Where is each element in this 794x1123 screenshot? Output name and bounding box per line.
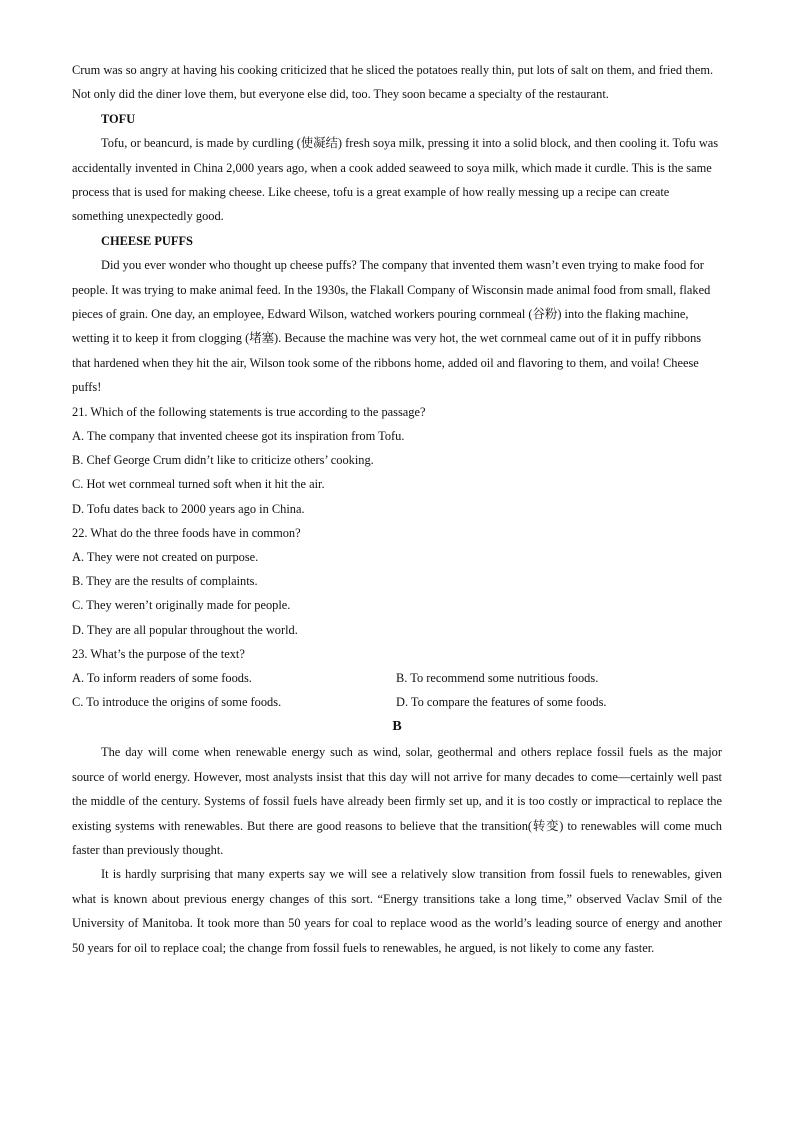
- question-21-option-c: C. Hot wet cornmeal turned soft when it hit the air.: [72, 477, 325, 492]
- question-22-option-b: B. They are the results of complaints.: [72, 574, 258, 589]
- question-23-options-row-1: [72, 666, 722, 690]
- question-21-option-a: A. The company that invented cheese got its inspiration from Tofu.: [72, 428, 405, 443]
- question-21-option-b: B. Chef George Crum didn’t like to criticize others’ cooking.: [72, 453, 374, 468]
- question-23-option-a: A. To inform readers of some foods.: [72, 670, 252, 685]
- cheese-puffs-heading: CHEESE PUFFS: [101, 233, 193, 248]
- question-23-option-d: D. To compare the features of some foods.: [396, 695, 607, 710]
- question-22-option-a: A. They were not created on purpose.: [72, 549, 259, 564]
- question-23-option-c: C. To introduce the origins of some foods.: [72, 695, 282, 710]
- crum-paragraph: Crum was so angry at having his cooking criticized that he sliced the potatoes really thin, put lots of salt on them, and fried them. Not only did the diner love them, but everyone else did, too. They soon became a specialty of the restaurant.: [72, 63, 714, 102]
- cheese-puffs-paragraph: Did you ever wonder who thought up cheese puffs? The company that invented them wasn’t even trying to make food for people. It was trying to make animal feed. In the 1930s, the Flakall Company of Wisconsin made animal food from small, flaked pieces of grain. One day, an employee, Edward Wilson, watched workers pouring cornmeal (谷粉) into the flaking machine, wetting it to keep it from clogging (堵塞). Because the machine was very hot, the wet cornmeal came out of it in puffy ribbons that hardened when they hit the air, Wilson took some of the ribbons home, added oil and flavoring to them, and voila! Cheese puffs!: [72, 258, 711, 395]
- question-22-stem: 22. What do the three foods have in common?: [72, 525, 301, 540]
- question-22-option-d: D. They are all popular throughout the world.: [72, 622, 298, 637]
- tofu-paragraph: Tofu, or beancurd, is made by curdling (使凝结) fresh soya milk, pressing it into a solid block, and then cooling it. Tofu was accidentally invented in China 2,000 years ago, when a cook added seaweed to soya milk, which made it curdle. This is the same process that is used for making cheese. Like cheese, tofu is a great example of how really messing up a recipe can create something unexpectedly good.: [72, 136, 719, 224]
- question-23: [72, 642, 722, 715]
- section-b-title: B: [392, 719, 402, 735]
- question-21: [72, 400, 722, 521]
- question-23-stem: 23. What’s the purpose of the text?: [72, 646, 245, 661]
- question-22-option-c: C. They weren’t originally made for people.: [72, 598, 291, 613]
- question-23-options-row-2: [72, 690, 722, 714]
- question-22: [72, 521, 722, 642]
- question-23-option-b: B. To recommend some nutritious foods.: [396, 670, 599, 685]
- passage-b-paragraph-1: The day will come when renewable energy such as wind, solar, geothermal and others replace fossil fuels as the major source of world energy. However, most analysts insist that this day will not arrive for many decades to come—certainly well past the middle of the century. Systems of fossil fuels have already been firmly set up, and it is too costly or impractical to replace the existing systems with renewables. But there are good reasons to believe that the transition(转变) to renewables will come much faster than previously thought.: [72, 745, 722, 857]
- question-21-stem: 21. Which of the following statements is true according to the passage?: [72, 404, 426, 419]
- passage-b-paragraph-2: It is hardly surprising that many experts say we will see a relatively slow transition from fossil fuels to renewables, given what is known about previous energy changes of this sort. “Energy transitions take a long time,” observed Vaclav Smil of the University of Manitoba. It took more than 50 years for coal to replace wood as the world’s leading source of energy and another 50 years for oil to replace coal; the change from fossil fuels to renewables, he argued, is not likely to come any faster.: [72, 867, 722, 955]
- tofu-heading: TOFU: [101, 111, 136, 126]
- question-21-option-d: D. Tofu dates back to 2000 years ago in China.: [72, 501, 305, 516]
- document-page: [72, 58, 722, 960]
